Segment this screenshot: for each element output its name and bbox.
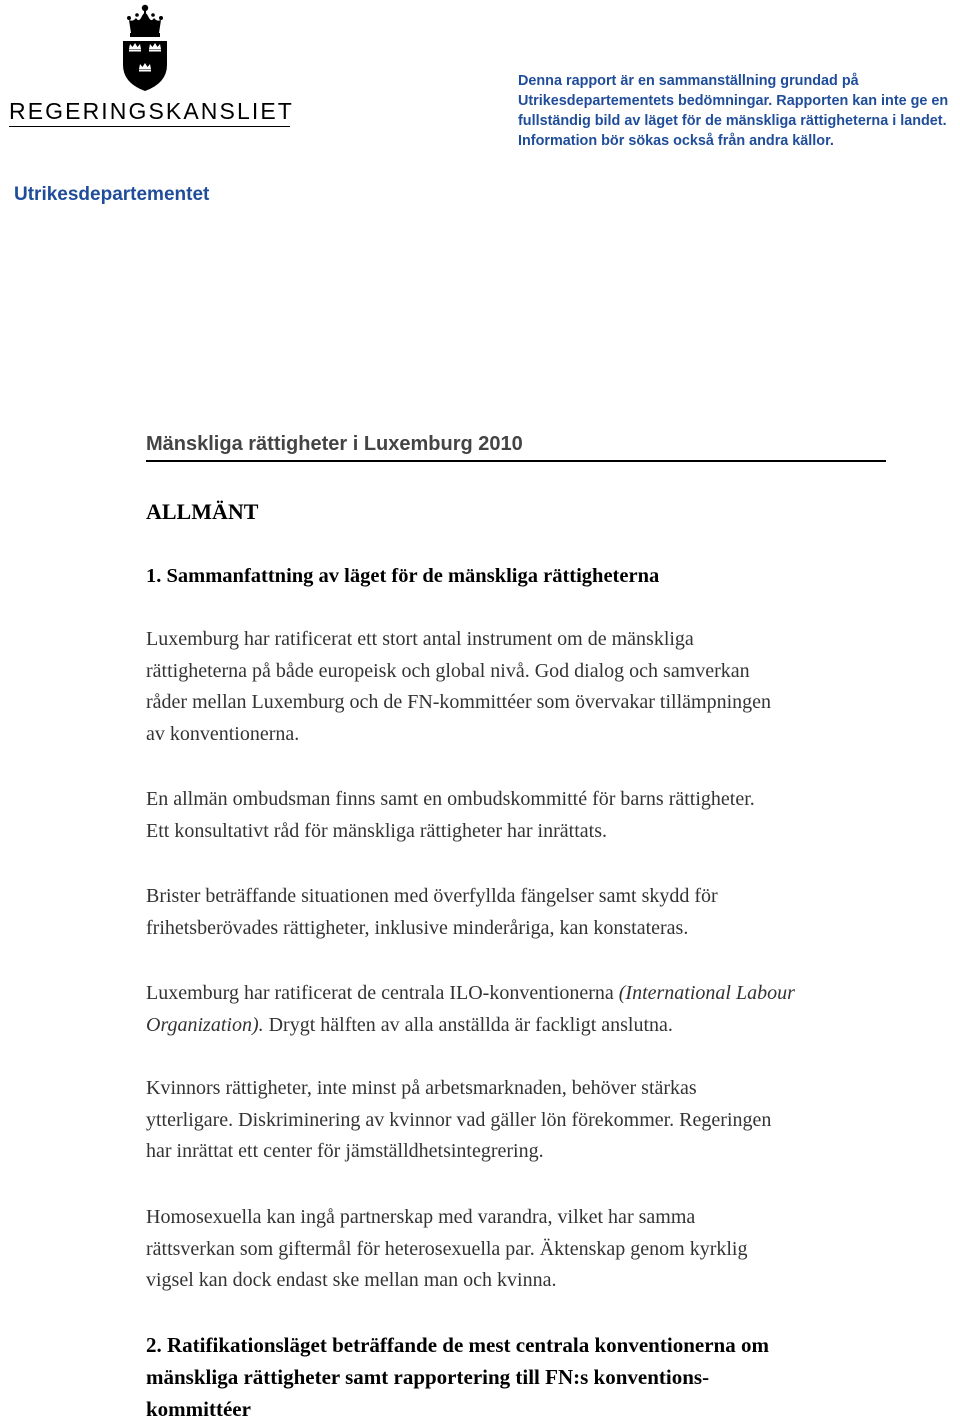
paragraph-women xyxy=(146,1073,936,1168)
paragraph-ilo xyxy=(146,978,936,1041)
paragraph-line: råder mellan Luxemburg och de FN-kommittéer som övervakar tillämpningen xyxy=(146,691,772,713)
paragraph-line: ytterligare. Diskriminering av kvinnor vad gäller lön förekommer. Regeringen xyxy=(146,1108,772,1131)
paragraph-line: Ett konsultativt råd för mänskliga rättigheter har inrättats. xyxy=(146,819,607,842)
heading-line: kommittéer xyxy=(146,1397,251,1421)
paragraph-line: har inrättat ett center för jämställdhetsintegrering. xyxy=(146,1140,544,1162)
paragraph-line: Luxemburg har ratificerat ett stort antal instrument om de mänskliga xyxy=(146,628,694,650)
paragraph-line: rättsverkan som giftermål för heterosexuella par. Äktenskap genom kyrklig xyxy=(146,1237,748,1260)
disclaimer-line: Denna rapport är en sammanställning grundad på xyxy=(518,73,859,89)
paragraph-line: Homosexuella kan ingå partnerskap med varandra, vilket har samma xyxy=(146,1206,696,1228)
disclaimer-note xyxy=(518,71,960,151)
disclaimer-line: Utrikesdepartementets bedömningar. Rapporten kan inte ge en xyxy=(518,93,949,109)
crest-logo xyxy=(117,3,173,93)
paragraph-text: Drygt hälften av alla anställda är fackligt anslutna. xyxy=(268,1013,673,1036)
document-title: Mänskliga rättigheter i Luxemburg 2010 xyxy=(146,433,523,455)
paragraph-line: vigsel kan dock endast ske mellan man och kvinna. xyxy=(146,1269,557,1291)
paragraph-prisons xyxy=(146,881,936,944)
paragraph-line: Brister beträffande situationen med överfyllda fängelser samt skydd för xyxy=(146,885,718,907)
heading-line: mänskliga rättigheter samt rapportering till FN:s konventions- xyxy=(146,1365,710,1389)
title-divider xyxy=(146,460,886,462)
paragraph-line: rättigheterna på både europeisk och global nivå. God dialog och samverkan xyxy=(146,659,750,682)
paragraph-line: En allmän ombudsman finns samt en ombudskommitté för barns rättigheter. xyxy=(146,788,755,810)
section-heading-2 xyxy=(146,1329,936,1425)
paragraph-partnership xyxy=(146,1202,936,1297)
department-name: Utrikesdepartementet xyxy=(14,184,210,205)
paragraph-ombudsman xyxy=(146,784,936,847)
paragraph-line: frihetsberövades rättigheter, inklusive minderåriga, kan konstateras. xyxy=(146,916,689,939)
section-heading-1: 1. Sammanfattning av läget för de mänskliga rättigheterna xyxy=(146,565,660,587)
logo-wordmark: REGERINGSKANSLIET xyxy=(9,98,294,124)
italic-term-end: Organization). xyxy=(146,1013,264,1036)
paragraph-text: Luxemburg har ratificerat de centrala ILO-konventionerna xyxy=(146,982,614,1004)
paragraph-line: av konventionerna. xyxy=(146,722,300,745)
paragraph-ratification xyxy=(146,624,936,750)
disclaimer-line: fullständig bild av läget för de mänskliga rättigheterna i landet. xyxy=(518,113,947,129)
logo-underline xyxy=(9,126,290,127)
heading-line: 2. Ratifikationsläget beträffande de mest centrala konventionerna om xyxy=(146,1333,769,1357)
section-heading-general: ALLMÄNT xyxy=(146,499,259,524)
disclaimer-line: Information bör sökas också från andra källor. xyxy=(518,133,834,149)
italic-term: (International Labour xyxy=(618,982,795,1004)
paragraph-line: Kvinnors rättigheter, inte minst på arbetsmarknaden, behöver stärkas xyxy=(146,1077,697,1099)
